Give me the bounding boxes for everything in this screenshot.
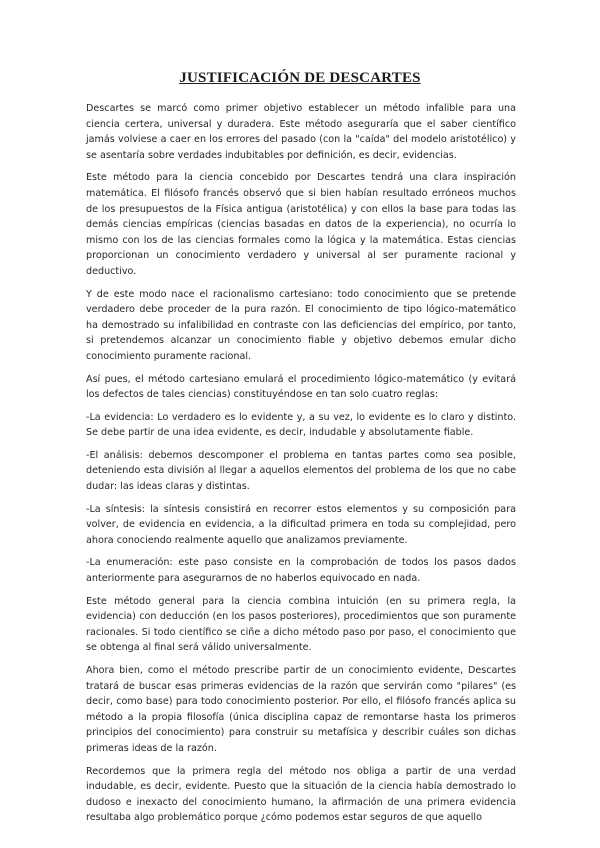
paragraph-metodo-general: Este método general para la ciencia combina intuición (en su primera regla, la evidencia) con deducción (en los pasos posteriores), procedimientos que son puramente racionales. Si todo científico se ciñe a dicho método paso por paso, el conocimiento que se obtenga al final será válido universalmente. [86, 595, 516, 654]
paragraph-racionalismo: Y de este modo nace el racionalismo cartesiano: todo conocimiento que se pretende verdadero debe proceder de la pura razón. El conocimiento de tipo lógico-matemático ha demostrado su infalibilidad en contraste con las deficiencias del empírico, por tanto, si pretendemos alcanzar un conocimiento fiable y objetivo debemos emular dicho conocimiento puramente racional. [86, 288, 516, 362]
paragraph-regla-enumeracion: -La enumeración: este paso consiste en la comprobación de todos los pasos dados anteriormente para asegurarnos de no haberlos equivocado en nada. [86, 557, 516, 585]
paragraph-objetivo: Descartes se marcó como primer objetivo establecer un método infalible para una ciencia certera, universal y duradera. Este método aseguraría que el saber científico jamás volviese a caer en los errores del pasado (con la "caída" del modelo aristotélico) y se asentaría sobre verdades indubitables por definición, es decir, evidencias. [86, 103, 516, 161]
document-title: JUSTIFICACIÓN DE DESCARTES [179, 70, 421, 86]
paragraph-regla-sintesis: -La síntesis: la síntesis consistirá en recorrer estos elementos y su composición para volver, de evidencia en evidencia, a la dificultad primera en toda su complejidad, pero ahora conociendo realmente aquello que analizamos previamente. [86, 503, 516, 546]
paragraph-regla-evidencia: -La evidencia: Lo verdadero es lo evidente y, a su vez, lo evidente es lo claro y distinto. Se debe partir de una idea evidente, es decir, indudable y absolutamente fiable. [86, 411, 516, 439]
paragraph-cuatro-reglas: Así pues, el método cartesiano emulará el procedimiento lógico-matemático (y evitará los defectos de tales ciencias) constituyéndose en tan solo cuatro reglas: [86, 373, 516, 401]
paragraph-primeras-evidencias: Ahora bien, como el método prescribe partir de un conocimiento evidente, Descartes tratará de buscar esas primeras evidencias de la razón que servirán como "pilares" (es decir, como base) para todo conocimiento posterior. Por ello, el filósofo francés aplica su método a la propia filosofía (única disciplina capaz de remontarse hasta los primeros principios del conocimiento) para construir su metafísica y describir cuáles son dichas primeras ideas de la razón. [86, 665, 516, 754]
paragraph-primera-regla: Recordemos que la primera regla del método nos obliga a partir de una verdad indudable, es decir, evidente. Puesto que la situación de la ciencia había demostrado lo dudoso e inexacto del conocimiento humano, la afirmación de una primera evidencia resultaba algo problemático porque ¿cómo podemos estar seguros de que aquello [86, 765, 516, 824]
paragraph-regla-analisis: -El análisis: debemos descomponer el problema en tantas partes como sea posible, deteniendo esta división al llegar a aquellos elementos del problema de los que no cabe dudar: las ideas claras y distintas. [86, 449, 516, 493]
paragraph-inspiracion-matematica: Este método para la ciencia concebido por Descartes tendrá una clara inspiración matemática. El filósofo francés observó que si bien habían resultado erróneos muchos de los presupuestos de la Física antigua (aristotélica) y con ellos la base para todas las demás ciencias empíricas (ciencias basadas en datos de la experiencia), no ocurría lo mismo con los de las ciencias formales como la lógica y la matemática. Estas ciencias proporcionan un conocimiento verdadero y universal al ser puramente racional y deductivo. [86, 172, 516, 277]
document-body [86, 101, 516, 833]
